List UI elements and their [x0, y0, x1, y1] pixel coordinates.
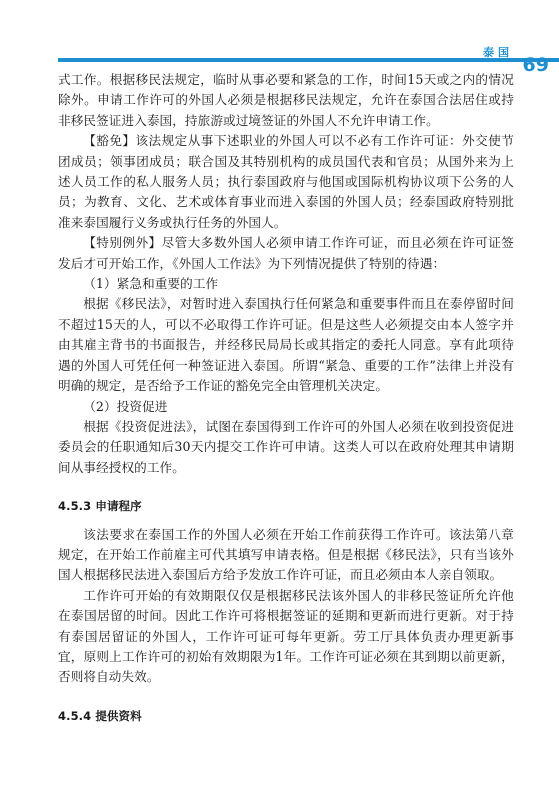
section-heading-application-procedure: 4.5.3 申请程序 [58, 499, 142, 514]
page-header [0, 0, 559, 80]
paragraph-application-1: 该法要求在泰国工作的外国人必须在开始工作前获得工作许可。该法第八章规定，在开始工作前雇主可代其填写申请表格。但是根据《移民法》，只有当该外国人根据移民法进入泰国后方给予发放工作许可证，而且必须由本人亲自领取。 [58, 526, 514, 583]
subheading-urgent-work: （1）紧急和重要的工作 [83, 276, 219, 292]
section-heading-provide-information: 4.5.4 提供资料 [58, 708, 142, 723]
page-body [58, 70, 514, 734]
paragraph-urgent-work: 根据《移民法》，对暂时进入泰国执行任何紧急和重要事件而且在泰停留时间不超过15天的人，可以不必取得工作许可证。但是这些人必须提交由本人签字并由其雇主背书的书面报告，并经移民局局长或其指定的委托人同意。享有此项待遇的外国人可凭任何一种签证进入泰国。所谓“紧急、重要的工作”法律上并没有明确的规定，是否给予工作证的豁免完全由管理机关决定。 [58, 296, 514, 394]
paragraph-continuation: 式工作。根据移民法规定，临时从事必要和紧急的工作，时间15天或之内的情况除外。申请工作许可的外国人必须是根据移民法规定，允许在泰国合法居住或持非移民签证进入泰国，持旅游或过境签证的外国人不允许申请工作。 [58, 72, 514, 128]
paragraph-application-2: 工作许可开始的有效期限仅仅是根据移民法该外国人的非移民签证所允许他在泰国居留的时间。因此工作许可将根据签证的延期和更新而进行更新。对于持有泰国居留证的外国人，工作许可证可每年更新。劳工厅具体负责办理更新事宜，原则上工作许可的初始有效期限为1年。工作许可证必须在其到期以前更新，否则将自动失效。 [58, 587, 514, 685]
paragraph-special-exception: 【特别例外】尽管大多数外国人必须申请工作许可证，而且必须在许可证签发后才可开始工作，《外国人工作法》为下列情况提供了特别的待遇： [58, 235, 514, 271]
subheading-investment-promotion: （2）投资促进 [83, 398, 168, 414]
paragraph-exemption: 【豁免】该法规定从事下述职业的外国人可以不必有工作许可证：外交使节团成员；领事团成员；联合国及其特别机构的成员国代表和官员；从国外来为上述人员工作的私人服务人员；执行泰国政府与他国或国际机构协议项下公务的人员；为教育、文化、艺术或体育事业而进入泰国的外国人员；经泰国政府特别批准来泰国履行义务或执行任务的外国人。 [58, 133, 514, 230]
header-country-label: 泰国 [483, 46, 513, 59]
page-number: 69 [522, 54, 549, 76]
paragraph-investment-promotion: 根据《投资促进法》，试图在泰国得到工作许可的外国人必须在收到投资促进委员会的任职通知后30天内提交工作许可申请。这类人可以在政府处理其申请期间从事经授权的工作。 [58, 418, 514, 475]
